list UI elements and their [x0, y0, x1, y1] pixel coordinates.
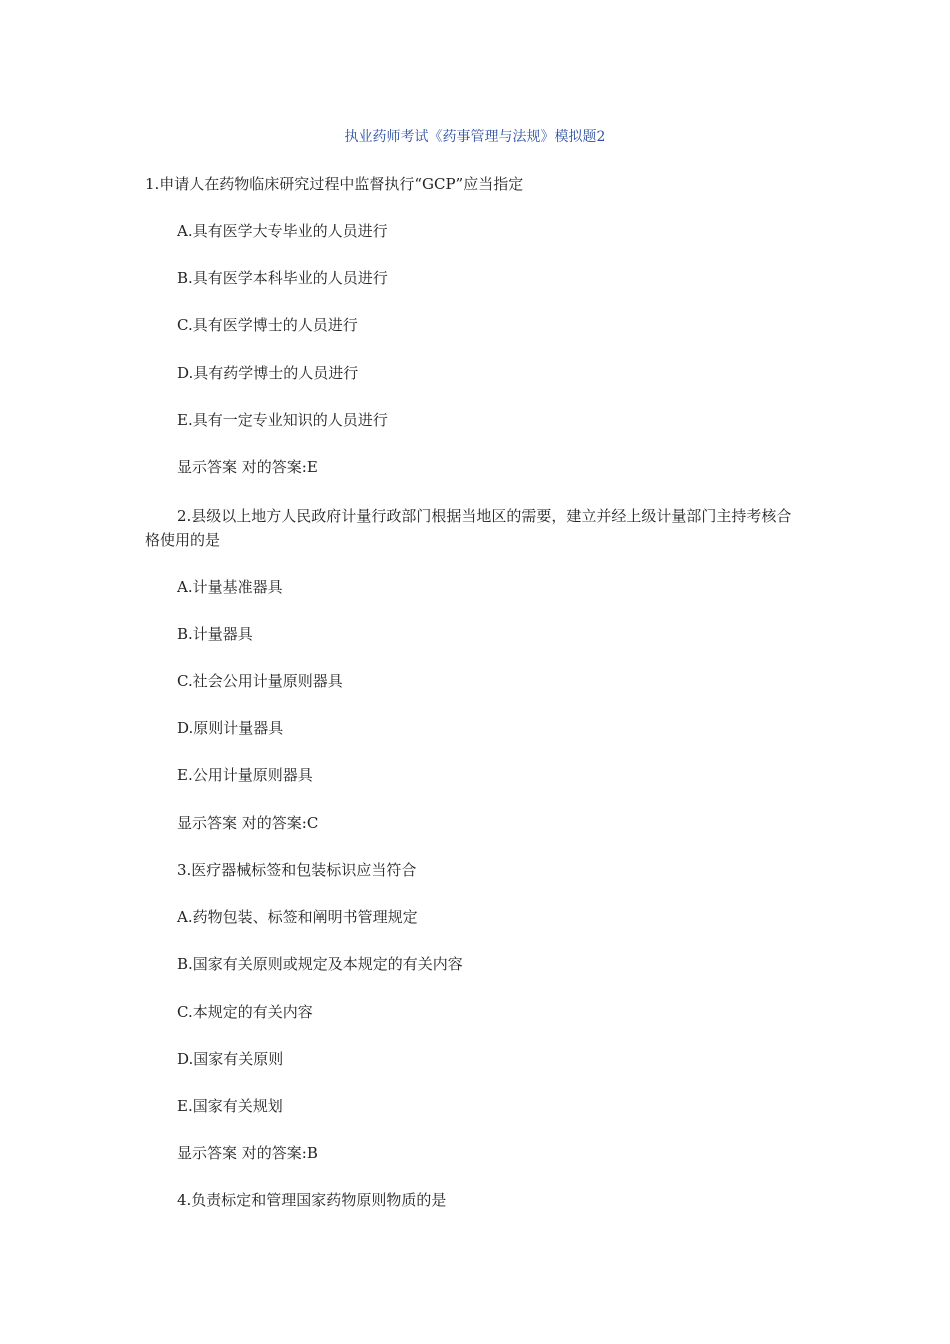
- question-option: A.药物包装、标签和阐明书管理规定: [177, 908, 418, 926]
- question-option: D.具有药学博士的人员进行: [177, 364, 359, 382]
- answer-line: 显示答案 对的答案:C: [177, 814, 319, 832]
- question-option: A.具有医学大专毕业的人员进行: [177, 222, 388, 240]
- question-option: A.计量基准器具: [177, 578, 283, 596]
- question-option: E.公用计量原则器具: [177, 766, 313, 784]
- question-option: D.原则计量器具: [177, 719, 284, 737]
- answer-line: 显示答案 对的答案:B: [177, 1144, 318, 1162]
- question-stem: 2.县级以上地方人民政府计量行政部门根据当地区的需要，建立并经上级计量部门主持考核合格使用的是: [145, 507, 792, 549]
- question-stem: 4.负责标定和管理国家药物原则物质的是: [177, 1191, 447, 1209]
- answer-line: 显示答案 对的答案:E: [177, 458, 318, 476]
- question-option: B.具有医学本科毕业的人员进行: [177, 269, 388, 287]
- question-option: D.国家有关原则: [177, 1050, 284, 1068]
- question-option: C.社会公用计量原则器具: [177, 672, 343, 690]
- question-option: E.国家有关规划: [177, 1097, 283, 1115]
- question-stem: 1.申请人在药物临床研究过程中监督执行“GCP”应当指定: [145, 175, 524, 193]
- document-title: 执业药师考试《药事管理与法规》模拟题2: [344, 129, 606, 145]
- question-option: B.计量器具: [177, 625, 253, 643]
- question-option: C.本规定的有关内容: [177, 1003, 313, 1021]
- question-stem: 3.医疗器械标签和包装标识应当符合: [177, 861, 417, 879]
- question-option: B.国家有关原则或规定及本规定的有关内容: [177, 955, 463, 973]
- question-option: C.具有医学博士的人员进行: [177, 316, 358, 334]
- question-option: E.具有一定专业知识的人员进行: [177, 411, 388, 429]
